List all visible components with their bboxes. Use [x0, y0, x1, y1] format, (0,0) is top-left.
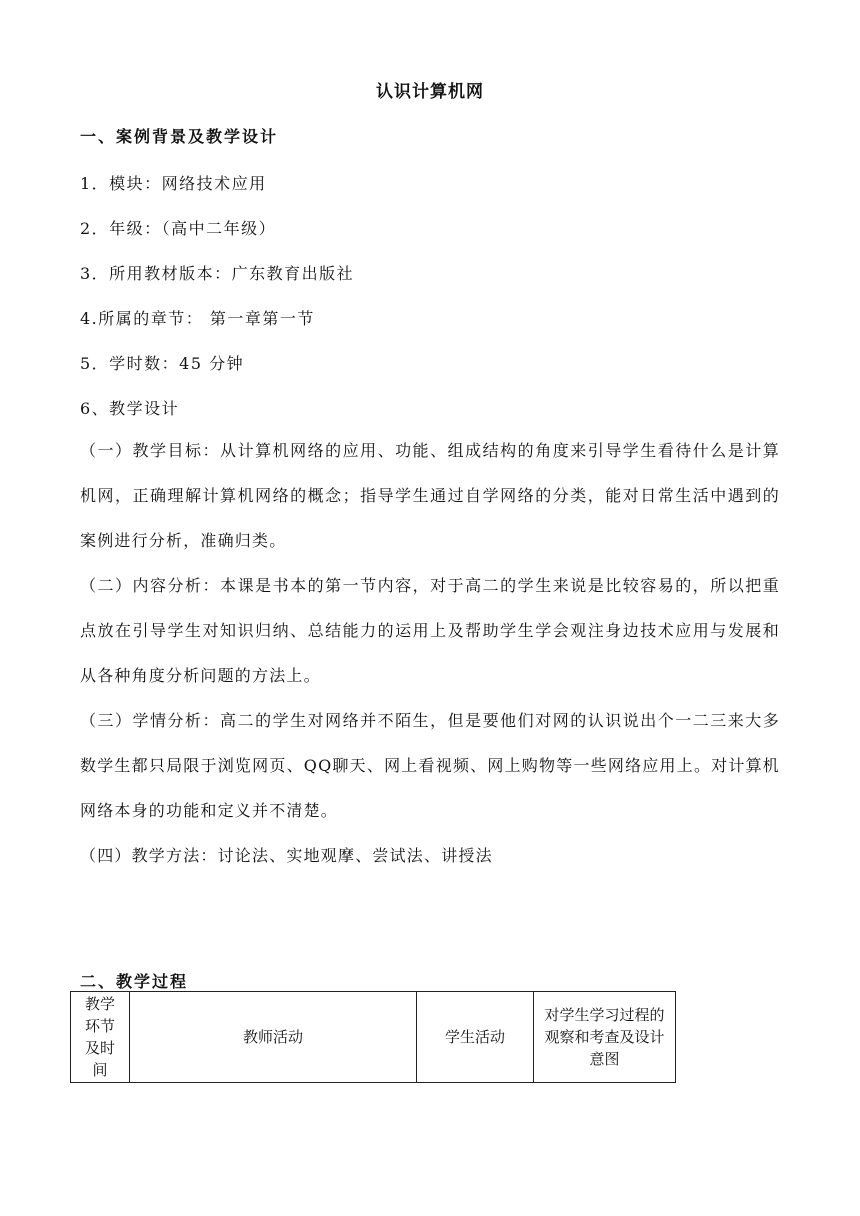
header-cell-stage: [71, 992, 130, 1083]
module-line: 1．模块：网络技术应用: [80, 174, 267, 193]
header-student-label: 学生活动: [444, 1028, 505, 1046]
teaching-goal-paragraph: （一）教学目标：从计算机网络的应用、功能、组成结构的角度来引导学生看待什么是计算机网，正确理解计算机网络的概念；指导学生通过自学网络的分类，能对日常生活中遇到的案例进行分析，准确归类。: [80, 441, 780, 550]
section-heading-process: 二、教学过程: [80, 972, 189, 991]
content-analysis-paragraph: （二）内容分析：本课是书本的第一节内容，对于高二的学生来说是比较容易的，所以把重点放在引导学生对知识归纳、总结能力的运用上及帮助学生学会观注身边技术应用与发展和从各种角度分析问题的方法上。: [80, 576, 780, 685]
header-observation-label: 对学生学习过程的观察和考查及设计意图: [544, 1006, 665, 1068]
header-stage-label: 教学环节及时间: [84, 995, 115, 1079]
student-analysis-paragraph: （三）学情分析：高二的学生对网络并不陌生，但是要他们对网的认识说出个一二三来大多数学生都只局限于浏览网页、QQ聊天、网上看视频、网上购物等一些网络应用上。对计算机网络本身的功能和定义并不清楚。: [80, 711, 780, 820]
header-cell-teacher: [130, 992, 417, 1083]
table-header-row: [71, 992, 676, 1083]
header-cell-student: [417, 992, 534, 1083]
teaching-design-line: 6、教学设计: [80, 399, 180, 418]
grade-line: 2．年级：（高中二年级）: [80, 219, 277, 238]
textbook-line: 3．所用教材版本：广东教育出版社: [80, 264, 355, 283]
section-heading-background: 一、案例背景及教学设计: [80, 127, 279, 146]
header-teacher-label: 教师活动: [242, 1028, 303, 1046]
class-hours-line: 5．学时数：45 分钟: [80, 354, 245, 373]
document-title: 认识计算机网: [376, 82, 484, 103]
header-cell-observation: [534, 992, 676, 1083]
teaching-process-table: [70, 991, 676, 1083]
teaching-method-paragraph: （四）教学方法：讨论法、实地观摩、尝试法、讲授法: [80, 846, 493, 865]
chapter-line: 4.所属的章节： 第一章第一节: [80, 309, 315, 328]
